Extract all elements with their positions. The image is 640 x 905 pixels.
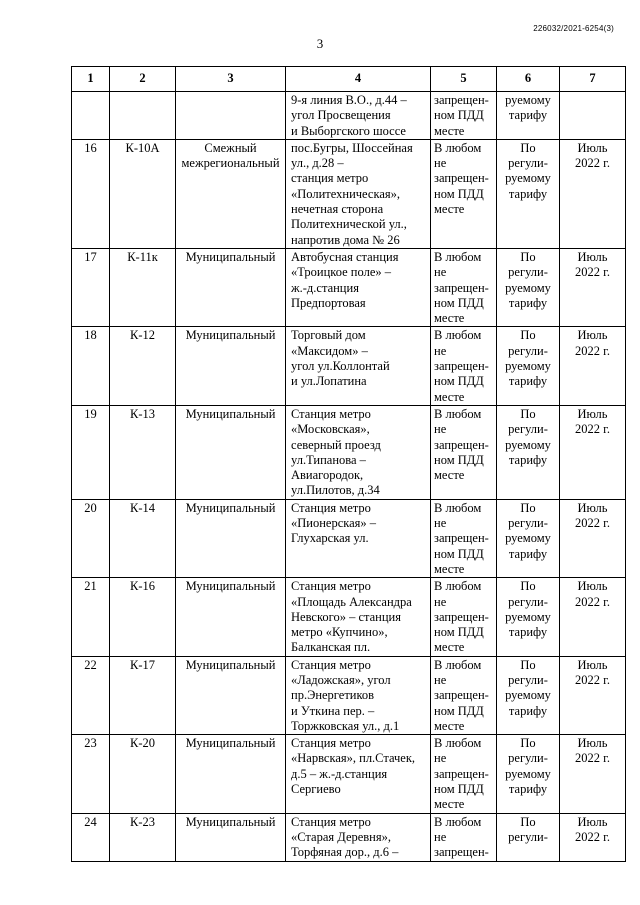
cell-line: Невского» – станция [291,609,401,624]
cell-line: Муниципальный [185,736,276,751]
row-number-cell: 19 [72,405,110,499]
cell-line: запрещен- [434,531,489,546]
cell-line: месте [434,311,465,326]
cell-line: 2022 г. [575,156,610,171]
page-number: 3 [316,36,324,51]
cell-line: руемому [505,766,551,781]
route-number-cell: К-23 [110,813,176,861]
cell-line: запрещен- [434,845,489,860]
cell-line: Станция метро [291,500,371,515]
tariff-cell [497,813,560,861]
route-path-cell [286,248,431,326]
cell-line: По [520,140,536,155]
cell-line: регули- [508,829,548,844]
cell-line: ном ПДД [434,108,484,123]
stop-rule-cell [431,327,497,405]
cell-line: 2022 г. [575,594,610,609]
route-number-cell: К-16 [110,578,176,656]
cell-line: руемому [505,93,551,107]
row-number-cell: 24 [72,813,110,861]
stop-rule-cell [431,405,497,499]
cell-line: 2022 г. [575,829,610,844]
cell-line: метро «Купчино», [291,625,388,640]
cell-line: месте [434,797,465,812]
cell-line: 9-я линия В.О., д.44 – [291,93,407,107]
row-number-cell: 20 [72,499,110,577]
cell-line: руемому [505,609,551,624]
cell-line: 2022 г. [575,422,610,437]
cell-line: регули- [508,343,548,358]
route-number-cell: К-17 [110,656,176,734]
tariff-cell [497,92,560,140]
stop-rule-cell [431,499,497,577]
route-type-cell [176,578,286,656]
start-date-cell [560,578,626,656]
cell-line: запрещен- [434,171,489,186]
stop-rule-cell [431,813,497,861]
column-header: 3 [176,67,286,92]
cell-line: Муниципальный [185,249,276,264]
row-number-cell: 16 [72,139,110,248]
cell-line: месте [434,718,465,733]
table-row [72,735,626,813]
cell-line: «Московская», [291,422,370,437]
header-row [72,67,626,92]
cell-line: запрещен- [434,766,489,781]
cell-line: не [434,594,447,609]
cell-line: По [520,500,536,515]
column-header: 2 [110,67,176,92]
start-date-cell [560,813,626,861]
cell-line: руемому [505,531,551,546]
route-number-cell: К-20 [110,735,176,813]
cell-line: регули- [508,265,548,280]
cell-line: По [520,406,536,421]
cell-line: ном ПДД [434,452,484,467]
document-id: 226032/2021-6254(3) [533,24,614,33]
route-type-cell [176,92,286,140]
cell-line: месте [434,561,465,576]
start-date-cell [560,499,626,577]
cell-line: руемому [505,280,551,295]
stop-rule-cell [431,92,497,140]
cell-line: не [434,343,447,358]
stop-rule-cell [431,735,497,813]
cell-line: угол Просвещения [291,108,391,123]
cell-line: По [520,328,536,343]
cell-line: Торжковская ул., д.1 [291,718,400,733]
cell-line: По [520,736,536,751]
row-number-cell: 18 [72,327,110,405]
cell-line: Предпортовая [291,295,366,310]
row-number-cell [72,92,110,140]
cell-line: регули- [508,594,548,609]
cell-line: Июль [577,406,608,421]
start-date-cell [560,92,626,140]
cell-line: Муниципальный [185,814,276,829]
cell-line: ном ПДД [434,782,484,797]
cell-line: «Политехническая», [291,186,401,201]
row-number-cell: 22 [72,656,110,734]
route-type-cell [176,248,286,326]
cell-line: не [434,156,447,171]
cell-line: Станция метро [291,579,371,594]
cell-line: запрещен- [434,437,489,452]
cell-line: В любом [434,657,482,672]
cell-line: тарифу [508,546,548,561]
cell-line: В любом [434,249,482,264]
cell-line: ном ПДД [434,374,484,389]
cell-line: тарифу [508,703,548,718]
cell-line: Политехнической ул., [291,217,407,232]
cell-line: регули- [508,672,548,687]
cell-line: Июль [577,249,608,264]
cell-line: По [520,579,536,594]
cell-line: В любом [434,736,482,751]
cell-line: тарифу [508,452,548,467]
table-row [72,656,626,734]
cell-line: Балканская пл. [291,640,371,655]
start-date-cell [560,327,626,405]
cell-line: «Ладожская», угол [291,672,391,687]
cell-line: Автобусная станция [291,249,399,264]
tariff-cell [497,499,560,577]
cell-line: Июль [577,500,608,515]
cell-line: Июль [577,328,608,343]
tariff-cell [497,656,560,734]
row-number-cell: 17 [72,248,110,326]
tariff-cell [497,139,560,248]
tariff-cell [497,248,560,326]
cell-line: ном ПДД [434,546,484,561]
cell-line: 2022 г. [575,516,610,531]
route-number-cell: К-13 [110,405,176,499]
cell-line: ном ПДД [434,625,484,640]
cell-line: запрещен- [434,359,489,374]
column-header: 6 [497,67,560,92]
route-path-cell [286,327,431,405]
cell-line: 2022 г. [575,343,610,358]
cell-line: пос.Бугры, Шоссейная [291,140,413,155]
route-number-cell: К-12 [110,327,176,405]
cell-line: станция метро [291,171,369,186]
cell-line: регули- [508,516,548,531]
cell-line: Станция метро [291,736,371,751]
cell-line: Торфяная дор., д.6 – [291,845,399,860]
column-header: 5 [431,67,497,92]
cell-line: ном ПДД [434,295,484,310]
cell-line: Муниципальный [185,500,276,515]
cell-line: и Выборгского шоссе [291,123,406,138]
cell-line: Сергиево [291,782,341,797]
cell-line: запрещен- [434,280,489,295]
route-type-cell [176,735,286,813]
cell-line: ул.Пилотов, д.34 [291,483,380,498]
cell-line: не [434,751,447,766]
cell-line: месте [434,389,465,404]
cell-line: ж.-д.станция [291,280,359,295]
cell-line: не [434,672,447,687]
cell-line: нечетная сторона [291,202,384,217]
cell-line: 2022 г. [575,751,610,766]
routes-table [71,66,626,862]
cell-line: Глухарская ул. [291,531,369,546]
cell-line: пр.Энергетиков [291,688,375,703]
cell-line: руемому [505,359,551,374]
cell-line: северный проезд [291,437,381,452]
table-row [72,813,626,861]
cell-line: Станция метро [291,657,371,672]
cell-line: В любом [434,328,482,343]
cell-line: и ул.Лопатина [291,374,367,389]
cell-line: месте [434,640,465,655]
cell-line: запрещен- [434,688,489,703]
cell-line: тарифу [508,782,548,797]
cell-line: руемому [505,437,551,452]
cell-line: ном ПДД [434,186,484,201]
route-path-cell [286,578,431,656]
cell-line: не [434,265,447,280]
cell-line: запрещен- [434,609,489,624]
column-header: 4 [286,67,431,92]
table-row [72,499,626,577]
cell-line: По [520,814,536,829]
cell-line: 2022 г. [575,672,610,687]
cell-line: Июль [577,657,608,672]
route-path-cell [286,92,431,140]
route-path-cell [286,656,431,734]
route-type-cell [176,327,286,405]
cell-line: Июль [577,140,608,155]
stop-rule-cell [431,139,497,248]
cell-line: д.5 – ж.-д.станция [291,766,388,781]
cell-line: Муниципальный [185,579,276,594]
cell-line: По [520,657,536,672]
route-path-cell [286,405,431,499]
cell-line: межрегиональный [181,156,280,171]
cell-line: «Нарвская», пл.Стачек, [291,751,416,766]
cell-line: Станция метро [291,406,371,421]
cell-line: напротив дома № 26 [291,232,400,247]
route-number-cell [110,92,176,140]
cell-line: «Пионерская» – [291,516,377,531]
cell-line: Авиагородок, [291,468,364,483]
cell-line: не [434,829,447,844]
cell-line: Смежный [204,140,257,155]
cell-line: регули- [508,156,548,171]
cell-line: регули- [508,422,548,437]
stop-rule-cell [431,578,497,656]
tariff-cell [497,405,560,499]
column-header: 7 [560,67,626,92]
cell-line: «Площадь Александра [291,594,412,609]
cell-line: ном ПДД [434,703,484,718]
cell-line: Муниципальный [185,406,276,421]
cell-line: тарифу [508,625,548,640]
route-path-cell [286,735,431,813]
cell-line: «Максидом» – [291,343,368,358]
tariff-cell [497,578,560,656]
cell-line: и Уткина пер. – [291,703,375,718]
cell-line: не [434,516,447,531]
cell-line: В любом [434,140,482,155]
route-type-cell [176,405,286,499]
cell-line: Муниципальный [185,328,276,343]
cell-line: запрещен- [434,93,489,107]
cell-line: «Старая Деревня», [291,829,391,844]
cell-line: месте [434,202,465,217]
cell-line: «Троицкое поле» – [291,265,391,280]
cell-line: регули- [508,751,548,766]
cell-line: В любом [434,814,482,829]
cell-line: не [434,422,447,437]
route-path-cell [286,499,431,577]
cell-line: По [520,249,536,264]
start-date-cell [560,405,626,499]
cell-line: В любом [434,406,482,421]
route-path-cell [286,139,431,248]
start-date-cell [560,656,626,734]
table-row [72,327,626,405]
cell-line: ул., д.28 – [291,156,344,171]
cell-line: Июль [577,736,608,751]
cell-line: месте [434,123,465,138]
cell-line: ул.Типанова – [291,452,366,467]
cell-line: тарифу [508,295,548,310]
tariff-cell [497,327,560,405]
cell-line: тарифу [508,374,548,389]
cell-line: Станция метро [291,814,371,829]
cell-line: тарифу [508,108,548,123]
cell-line: Муниципальный [185,657,276,672]
route-path-cell [286,813,431,861]
cell-line: Июль [577,579,608,594]
route-number-cell: К-14 [110,499,176,577]
table-row [72,92,626,140]
stop-rule-cell [431,656,497,734]
cell-line: месте [434,468,465,483]
cell-line: руемому [505,688,551,703]
cell-line: тарифу [508,186,548,201]
table-row [72,405,626,499]
tariff-cell [497,735,560,813]
start-date-cell [560,139,626,248]
route-type-cell [176,139,286,248]
column-header: 1 [72,67,110,92]
start-date-cell [560,248,626,326]
route-type-cell [176,499,286,577]
route-type-cell [176,813,286,861]
cell-line: Июль [577,814,608,829]
stop-rule-cell [431,248,497,326]
cell-line: угол ул.Коллонтай [291,359,390,374]
cell-line: В любом [434,500,482,515]
table-body [72,92,626,862]
row-number-cell: 23 [72,735,110,813]
start-date-cell [560,735,626,813]
row-number-cell: 21 [72,578,110,656]
cell-line: руемому [505,171,551,186]
route-type-cell [176,656,286,734]
table-row [72,248,626,326]
route-number-cell: К-11к [110,248,176,326]
cell-line: Торговый дом [291,328,366,343]
cell-line: 2022 г. [575,265,610,280]
cell-line: В любом [434,579,482,594]
route-number-cell: К-10А [110,139,176,248]
table-row [72,139,626,248]
table-row [72,578,626,656]
